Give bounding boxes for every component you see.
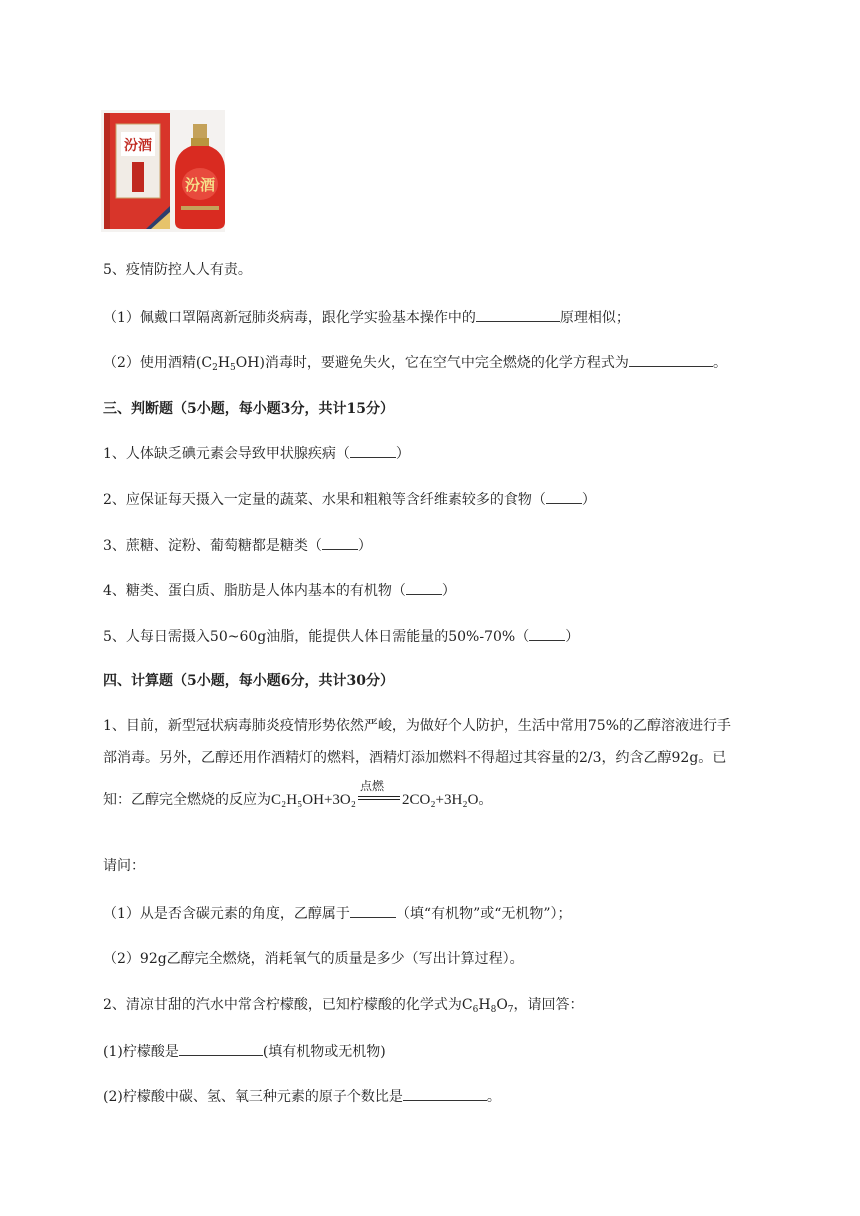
calc-q2-text-a: 2、清凉甘甜的汽水中常含柠檬酸，已知柠檬酸的化学式为C [103,997,473,1013]
calc-q1-line3-end: 。 [478,792,493,808]
calc-q1-ask: 请问： [103,858,145,874]
calc-q1-part1-text: （1）从是否含碳元素的角度，乙醇属于 [103,906,350,922]
q5-part2-end: 。 [712,355,727,371]
judge-item-text: 2、应保证每天摄入一定量的蔬菜、水果和粗粮等含纤维素较多的食物（ [103,492,546,508]
q5-part2-blank[interactable] [629,352,713,367]
q5-part2-text-b: H [217,355,231,371]
judge-item-end: ） [441,583,456,599]
sub-5: 5 [230,363,236,373]
judge-item-5 [103,626,579,647]
calc-q1-line1: 1、目前，新型冠状病毒肺炎疫情形势依然严峻，为做好个人防护，生活中常用75%的乙醇溶液进行手 [103,718,732,734]
calc-q2-part1-text: (1)柠檬酸是 [103,1044,179,1060]
judge-blank[interactable] [350,443,396,458]
reaction-reactants: C₂H₅OH+3O₂ [271,792,356,808]
box-label: 汾酒 [124,138,152,154]
judge-blank[interactable] [546,489,582,504]
section3-heading: 三、判断题（5小题，每小题3分，共计15分） [103,401,394,417]
judge-blank[interactable] [406,580,442,595]
section4-heading: 四、计算题（5小题，每小题6分，共计30分） [103,673,394,689]
calc-q2-part1-blank[interactable] [179,1041,263,1056]
judge-blank[interactable] [322,535,358,550]
calc-q2-part1 [103,1041,386,1062]
reaction-arrow [358,779,400,810]
calc-q2-text-c: O [496,997,508,1013]
judge-item-text: 1、人体缺乏碘元素会导致甲状腺疾病（ [103,446,350,462]
calc-q2-part2-text: (2)柠檬酸中碳、氢、氧三种元素的原子个数比是 [103,1089,403,1105]
judge-item-text: 3、蔗糖、淀粉、葡萄糖都是糖类（ [103,538,322,554]
judge-item-4 [103,580,456,601]
q5-part1 [103,307,630,328]
judge-item-3 [103,535,372,556]
judge-blank[interactable] [529,626,565,641]
sub-2: 2 [212,363,218,373]
q5-title: 5、疫情防控人人有责。 [103,262,252,278]
calc-q2-part2-blank[interactable] [403,1086,487,1101]
q5-part1-end: 原理相似； [559,310,630,326]
calc-q1-part1-blank[interactable] [350,903,396,918]
calc-q2-part2-end: 。 [486,1089,501,1105]
judge-item-text: 5、人每日需摄入50~60g油脂，能提供人体日需能量的50%-70%（ [103,629,530,645]
sub-7: 7 [507,1005,514,1015]
judge-item-end: ） [395,446,410,462]
calc-q2-text-d: ，请回答： [513,997,584,1013]
q5-part2-text-c: OH)消毒时，要避免失火，它在空气中完全燃烧的化学方程式为 [235,355,629,371]
calc-q1-line2: 部消毒。另外，乙醇还用作酒精灯的燃料，酒精灯添加燃料不得超过其容量的2/3，约含乙醇92g。已 [103,750,727,766]
sub-6: 6 [472,1005,479,1015]
judge-item-1 [103,443,410,464]
judge-item-end: ） [581,492,596,508]
q5-part1-blank[interactable] [476,307,560,322]
judge-item-end: ） [565,629,580,645]
calc-q2-part2 [103,1086,501,1107]
q5-part2-text-a: （2）使用酒精(C [103,355,213,371]
calc-q2-part1-end: (填有机物或无机物) [262,1044,386,1060]
calc-q1-part1-end: （填“有机物”或“无机物”）； [395,906,572,922]
calc-q2-text-b: H [478,997,491,1013]
calc-q1-line3-text: 知：乙醇完全燃烧的反应为 [103,792,271,808]
q5-part2 [103,352,727,373]
fenjiu-product-image [101,110,225,232]
judge-item-end: ） [357,538,372,554]
judge-item-text: 4、糖类、蛋白质、脂肪是人体内基本的有机物（ [103,583,406,599]
sub-8: 8 [490,1005,497,1015]
calc-q1-part2: （2）92g乙醇完全燃烧，消耗氧气的质量是多少（写出计算过程）。 [103,951,524,967]
calc-q2-line1 [103,995,584,1015]
calc-q1-line3 [103,779,493,810]
reaction-condition: 点燃 [359,779,384,793]
judge-item-2 [103,489,596,510]
calc-q1-part1 [103,903,572,924]
q5-part1-text: （1）佩戴口罩隔离新冠肺炎病毒，跟化学实验基本操作中的 [103,310,476,326]
reaction-products: 2CO₂+3H₂O [401,792,479,808]
bottle-label: 汾酒 [184,176,216,194]
